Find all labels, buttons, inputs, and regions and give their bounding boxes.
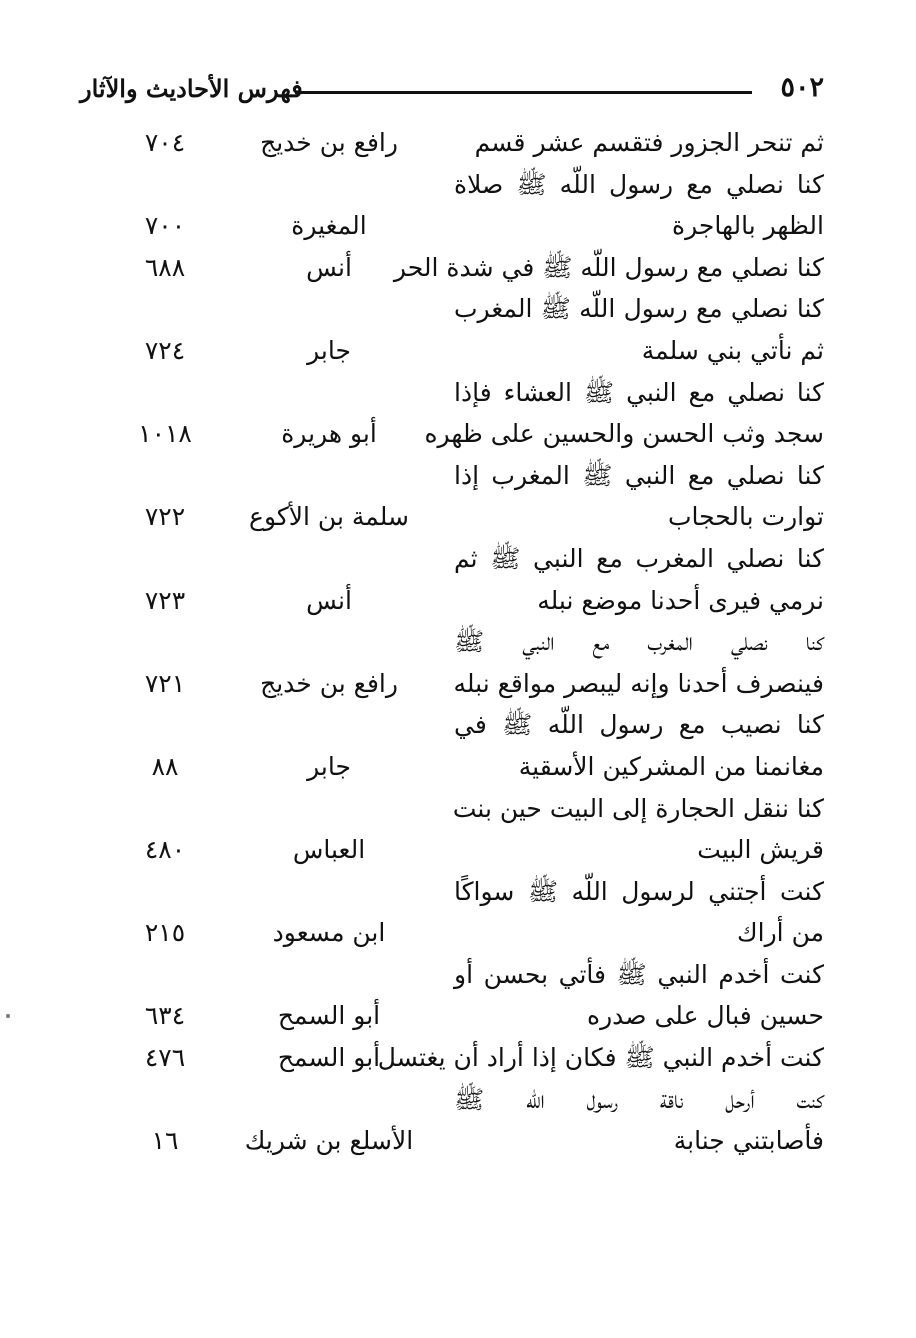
hadith-number: ٧٠٠ [144, 211, 186, 241]
index-line [80, 704, 824, 746]
narrator-name: رافع بن خديج [260, 128, 398, 157]
hadith-number: ٤٧٦ [144, 1043, 186, 1073]
hadith-text: كنا نصلي المغرب مع النبي ﷺ [454, 627, 824, 657]
hadith-text: حسين فبال على صدره [587, 1001, 824, 1031]
hadith-number: ١٦ [151, 1126, 179, 1156]
hadith-text: قريش البيت [697, 835, 824, 865]
hadith-text: كنت أجتني لرسول اللّه ﷺ سواكًا [454, 876, 824, 906]
index-line [80, 912, 824, 954]
hadith-number: ٧٢٤ [144, 335, 186, 365]
hadith-text: كنا نصلي مع رسول اللّه ﷺ في شدة الحر [393, 252, 824, 282]
index-line [80, 538, 824, 580]
hadith-number: ٧٢١ [144, 668, 186, 698]
index-line [80, 1120, 824, 1162]
index-line [80, 788, 824, 830]
hadith-text: الظهر بالهاجرة [671, 211, 824, 241]
narrator-name: أنس [306, 252, 352, 282]
hadith-number: ٦٣٤ [144, 1001, 186, 1031]
hadith-text: ثم نأتي بني سلمة [641, 335, 824, 365]
index-line [80, 995, 824, 1037]
index-line [80, 330, 824, 372]
index-line [80, 455, 824, 497]
narrator-name: رافع بن خديج [260, 668, 398, 698]
hadith-text: كنت أرحل ناقة رسول اللّه ﷺ [454, 1084, 824, 1114]
index-line [80, 580, 824, 622]
hadith-text: فأصابتني جنابة [673, 1126, 824, 1156]
narrator-name: المغيرة [291, 211, 367, 241]
index-line [80, 1079, 824, 1121]
hadith-text: ثم تنحر الجزور فتقسم عشر قسم [474, 128, 824, 157]
hadith-text: كنا ننقل الحجارة إلى البيت حين بنت [452, 793, 824, 823]
index-line [80, 288, 824, 330]
hadith-text: كنا نصلي مع النبي ﷺ المغرب إذا [454, 460, 824, 490]
page-header [80, 70, 824, 110]
hadith-text: كنا نصلي المغرب مع النبي ﷺ ثم [454, 543, 824, 573]
hadith-text: كنا نصلي مع رسول اللّه ﷺ صلاة [454, 169, 824, 199]
hadith-text: كنا نصلي مع النبي ﷺ العشاء فإذا [454, 377, 824, 407]
index-line [80, 372, 824, 414]
hadith-text: كنت أخدم النبي ﷺ فأتي بحسن أو [454, 959, 824, 989]
narrator-name: أبو السمح [277, 1001, 381, 1031]
index-line [80, 829, 824, 871]
narrator-name: العباس [292, 835, 366, 865]
hadith-text: كنا نصلي مع رسول اللّه ﷺ المغرب [454, 294, 824, 324]
hadith-text: كنا نصيب مع رسول اللّه ﷺ في [454, 710, 824, 740]
hadith-text: نرمي فيرى أحدنا موضع نبله [537, 585, 824, 615]
hadith-text: كنت أخدم النبي ﷺ فكان إذا أراد أن يغتسل [377, 1043, 824, 1073]
hadith-text: سجد وثب الحسن والحسين على ظهره [424, 419, 824, 449]
narrator-name: أبو هريرة [281, 419, 377, 449]
index-line [80, 247, 824, 289]
page-number: ٥٠٢ [780, 72, 824, 103]
narrator-name: سلمة بن الأكوع [249, 502, 409, 532]
index-line [80, 954, 824, 996]
hadith-text: توارت بالحجاب [668, 502, 824, 532]
hadith-number: ٤٨٠ [144, 835, 186, 865]
narrator-name: أنس [306, 585, 352, 615]
hadith-number: ٦٨٨ [144, 252, 186, 282]
hadith-number: ٧٢٢ [144, 502, 186, 532]
hadith-text: مغانمنا من المشركين الأسقية [518, 751, 824, 781]
hadith-text: من أراك [737, 918, 824, 948]
index-line [80, 164, 824, 206]
index-line [80, 122, 824, 164]
index-line [80, 413, 824, 455]
index-line [80, 871, 824, 913]
index-line [80, 663, 824, 705]
hadith-number: ٧٠٤ [144, 128, 186, 157]
hadith-index-list [80, 122, 824, 1162]
hadith-number: ٧٢٣ [144, 585, 186, 615]
hadith-text: فينصرف أحدنا وإنه ليبصر مواقع نبله [453, 668, 824, 698]
index-line [80, 496, 824, 538]
index-line [80, 746, 824, 788]
narrator-name: جابر [307, 335, 351, 365]
margin-speck [6, 1014, 10, 1018]
header-rule [295, 91, 752, 94]
narrator-name: ابن مسعود [272, 918, 386, 948]
index-line [80, 1037, 824, 1079]
index-line [80, 205, 824, 247]
hadith-number: ١٠١٨ [138, 419, 192, 449]
hadith-number: ٨٨ [151, 751, 179, 781]
page-title: فهرس الأحاديث والآثار [80, 74, 303, 103]
narrator-name: أبو السمح [277, 1043, 381, 1073]
narrator-name: جابر [307, 751, 351, 781]
hadith-number: ٢١٥ [144, 918, 186, 948]
narrator-name: الأسلع بن شريك [244, 1126, 414, 1156]
index-line [80, 621, 824, 663]
